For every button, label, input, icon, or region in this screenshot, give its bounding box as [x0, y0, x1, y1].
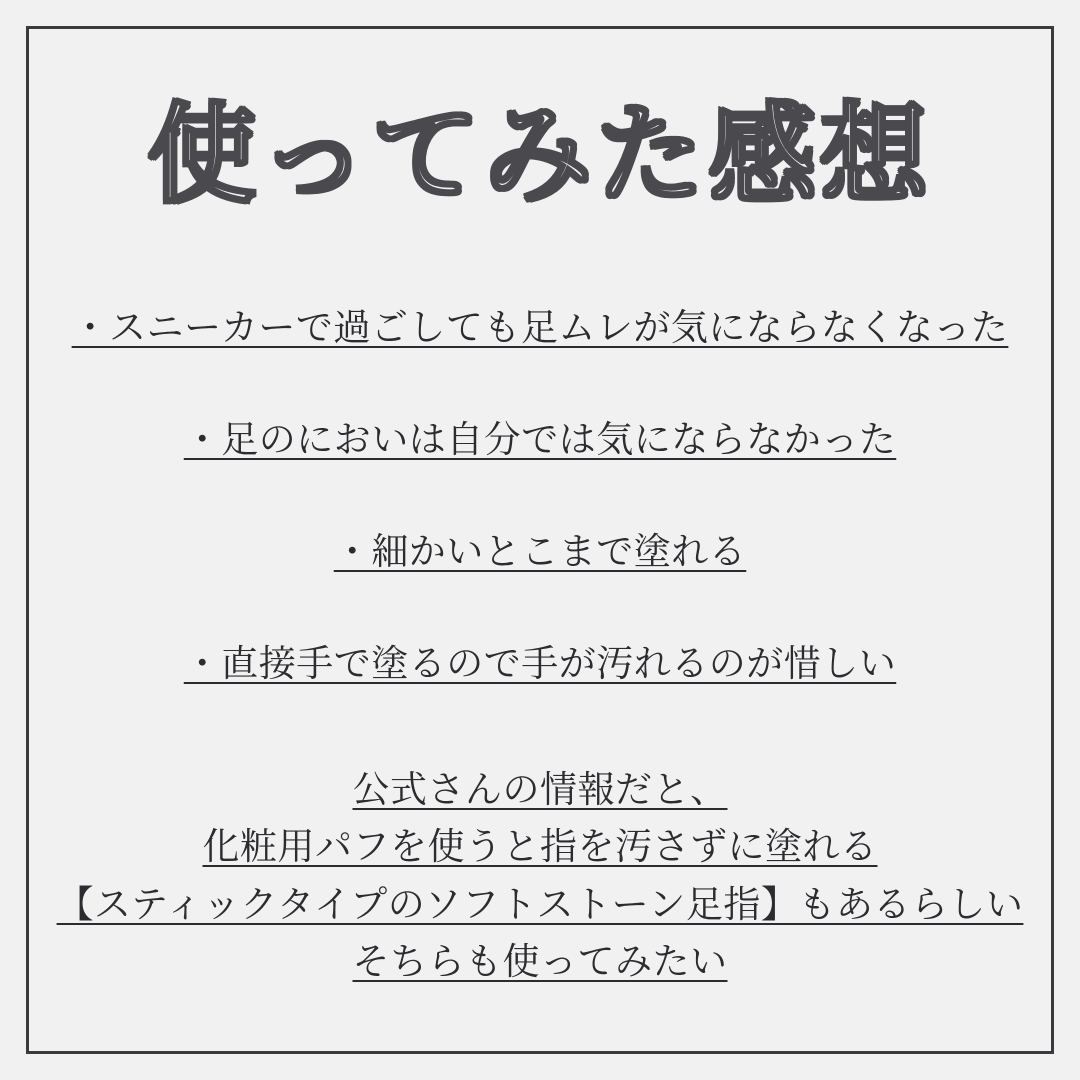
note-line: 【スティックタイプのソフトストーン足指】もあるらしい	[56, 883, 1024, 925]
poster-content	[26, 26, 1054, 1054]
list-item: ・細かいとこまで塗れる	[333, 531, 747, 573]
list-item: ・足のにおいは自分では気にならなかった	[183, 419, 897, 461]
list-item: ・直接手で塗るので手が汚れるのが惜しい	[183, 643, 897, 685]
official-info-note	[26, 761, 1054, 990]
note-line: 公式さんの情報だと、	[352, 769, 728, 811]
list-item: ・スニーカーで過ごしても足ムレが気にならなくなった	[71, 307, 1009, 349]
note-line: 化粧用パフを使うと指を汚さずに塗れる	[202, 826, 878, 868]
impression-list	[26, 303, 1054, 751]
page-title: 使ってみた感想	[147, 94, 932, 215]
note-line: そちらも使ってみたい	[352, 941, 728, 983]
